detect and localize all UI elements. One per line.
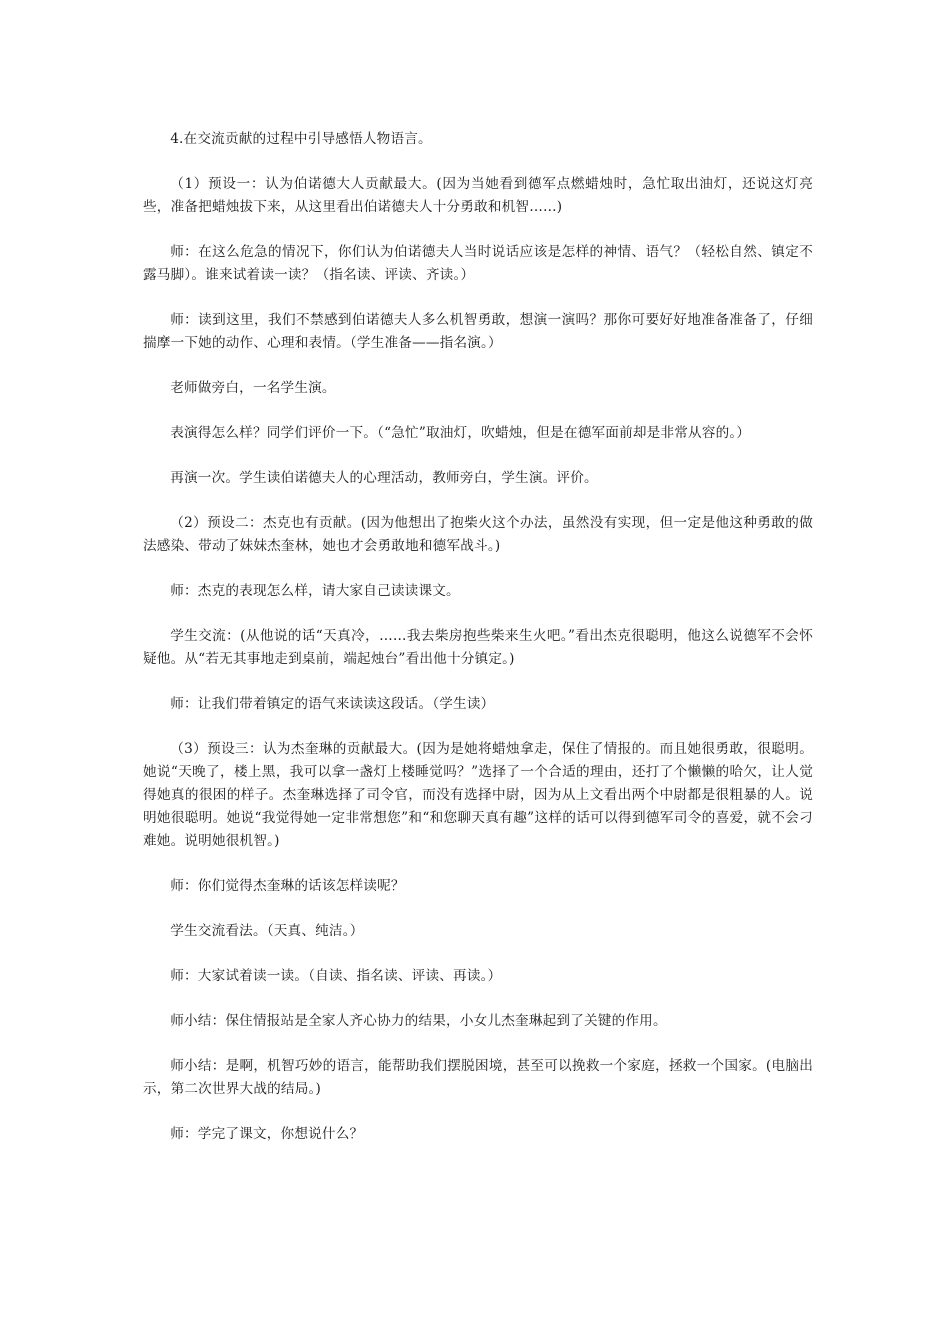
paragraph-teacher-try-reading: 师：大家试着读一读。（自读、指名读、评读、再读。） — [170, 968, 502, 984]
paragraph-heading-4: 4.在交流贡献的过程中引导感悟人物语言。 — [170, 131, 432, 147]
paragraph-preset-2: （2）预设二：杰克也有贡献。(因为他想出了抱柴火这个办法，虽然没有实现，但一定是他这种勇敢的做法感染、带动了妹妹杰奎林，她也才会勇敢地和德军战斗。) — [143, 515, 813, 554]
paragraph-preset-1: （1）预设一：认为伯诺德大人贡献最大。(因为当她看到德军点燃蜡烛时，急忙取出油灯，还说这灯亮些，准备把蜡烛拔下来，从这里看出伯诺德夫人十分勇敢和机智……) — [143, 176, 813, 215]
paragraph-narration: 老师做旁白，一名学生演。 — [170, 380, 336, 396]
paragraph-teacher-question-tone: 师：在这么危急的情况下，你们认为伯诺德夫人当时说话应该是怎样的神情、语气？（轻松自然、镇定不露马脚）。谁来试着读一读？（指名读、评读、齐读。） — [143, 244, 813, 283]
paragraph-summary-1: 师小结：保住情报站是全家人齐心协力的结果，小女儿杰奎琳起到了关键的作用。 — [170, 1013, 667, 1029]
paragraph-teacher-jacqueline: 师：你们觉得杰奎琳的话该怎样读呢？ — [170, 878, 405, 894]
paragraph-student-views: 学生交流看法。（天真、纯洁。） — [170, 923, 364, 939]
paragraph-student-discussion-jack: 学生交流：(从他说的话“天真冷，……我去柴房抱些柴来生火吧。”看出杰克很聪明，他这么说德军不会怀疑他。从“若无其事地走到桌前，端起烛台”看出他十分镇定。) — [143, 628, 813, 667]
paragraph-teacher-jack: 师：杰克的表现怎么样，请大家自己读读课文。 — [170, 583, 460, 599]
paragraph-summary-2: 师小结：是啊，机智巧妙的语言，能帮助我们摆脱困境，甚至可以挽救一个家庭，拯救一个国家。(电脑出示，第二次世界大战的结局。) — [143, 1058, 813, 1097]
paragraph-preset-3: （3）预设三：认为杰奎琳的贡献最大。(因为是她将蜡烛拿走，保住了情报的。而且她很勇敢，很聪明。她说“天晚了，楼上黑，我可以拿一盏灯上楼睡觉吗？”选择了一个合适的理由，还打了个懒懒的哈欠，让人觉得她真的很困的样子。杰奎琳选择了司令官，而没有选择中尉，因为从上文看出两个中尉都是很粗暴的人。说明她很聪明。她说“我觉得她一定非常想您”和“和您聊天真有趣”这样的话可以得到德军司令的喜爱，就不会刁难她。说明她很机智。) — [143, 741, 813, 849]
paragraph-closing-question: 师：学完了课文，你想说什么？ — [170, 1126, 364, 1142]
document-body — [143, 128, 813, 1168]
paragraph-act-again: 再演一次。学生读伯诺德夫人的心理活动，教师旁白，学生演。评价。 — [170, 470, 598, 486]
paragraph-evaluation: 表演得怎么样？同学们评价一下。（“急忙”取油灯，吹蜡烛，但是在德军面前却是非常从容的。） — [170, 425, 751, 441]
paragraph-teacher-act-prompt: 师：读到这里，我们不禁感到伯诺德夫人多么机智勇敢，想演一演吗？那你可要好好地准备准备了，仔细揣摩一下她的动作、心理和表情。（学生准备——指名演。） — [143, 312, 813, 351]
paragraph-teacher-read-calm: 师：让我们带着镇定的语气来读读这段话。（学生读） — [170, 696, 495, 712]
